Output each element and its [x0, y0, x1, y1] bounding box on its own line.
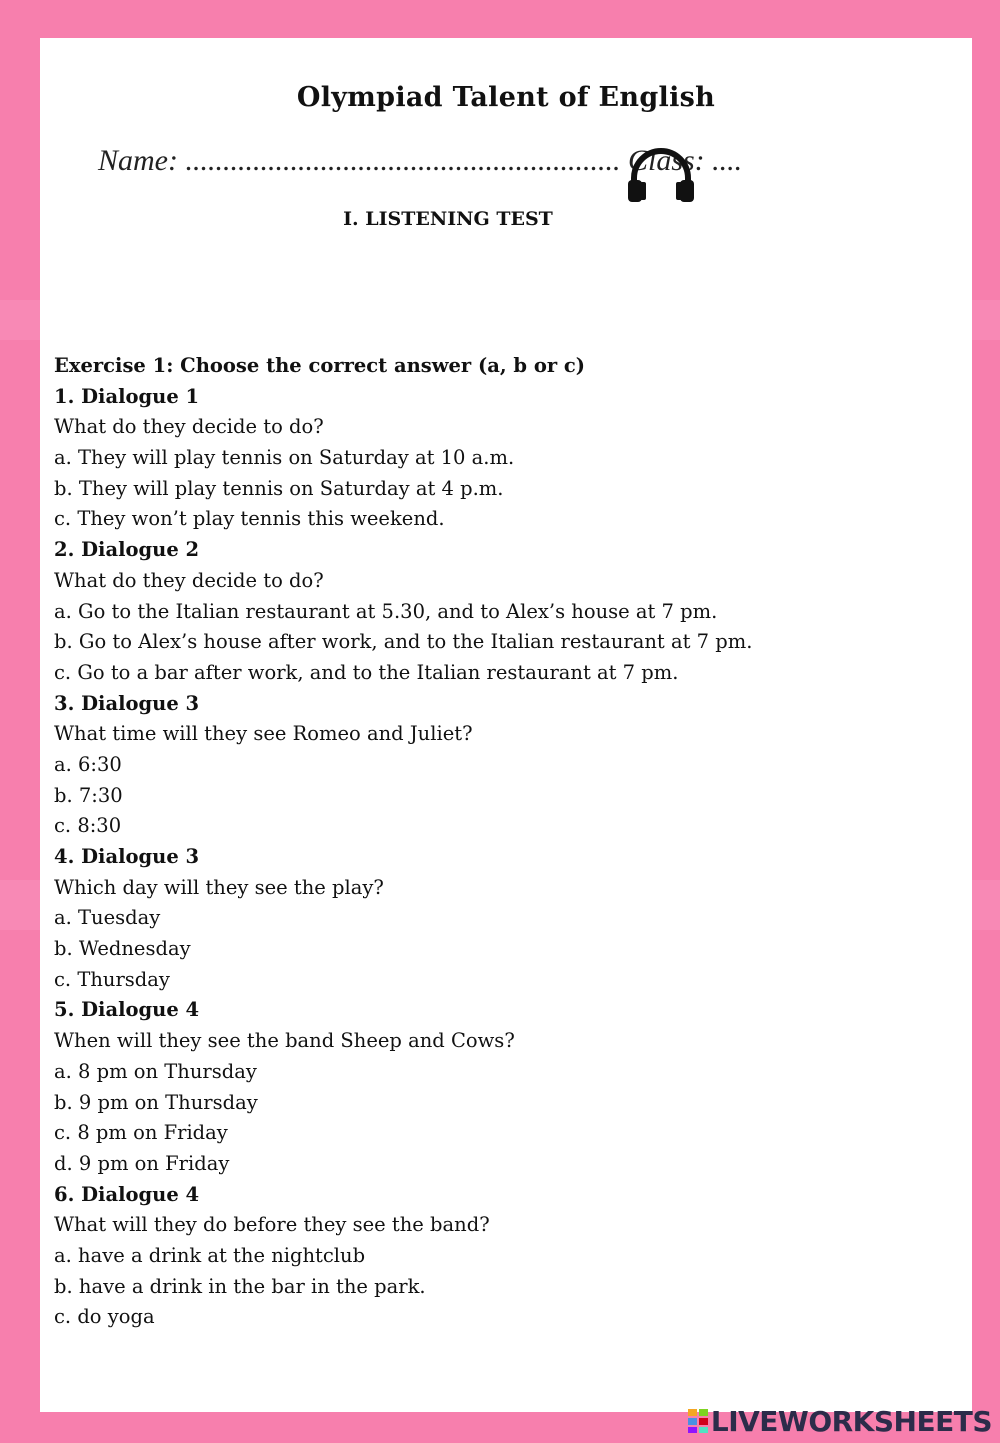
- question-line: c. 8:30: [54, 814, 122, 838]
- question-heading: 6. Dialogue 4: [54, 1182, 200, 1206]
- section-heading: [40, 146, 972, 230]
- section-title: I. LISTENING TEST: [343, 208, 553, 230]
- question-line: c. Go to a bar after work, and to the Italian restaurant at 7 pm.: [54, 660, 679, 684]
- question-line: Which day will they see the play?: [54, 875, 384, 899]
- question-line: a. 8 pm on Thursday: [54, 1059, 257, 1083]
- question-heading: 5. Dialogue 4: [54, 998, 200, 1022]
- question-line: What do they decide to do?: [54, 415, 324, 439]
- question-heading: 2. Dialogue 2: [54, 538, 200, 562]
- question-line: d. 9 pm on Friday: [54, 1151, 230, 1175]
- question-line: What do they decide to do?: [54, 568, 324, 592]
- question-heading: 1. Dialogue 1: [54, 384, 200, 408]
- question-heading: 4. Dialogue 3: [54, 845, 200, 868]
- question-line: c. 8 pm on Friday: [54, 1121, 228, 1145]
- question-line: c. do yoga: [54, 1305, 155, 1329]
- class-label: Class:: [627, 144, 705, 177]
- question-line: b. 7:30: [54, 783, 123, 807]
- question-line: c. They won’t play tennis this weekend.: [54, 507, 445, 531]
- worksheet-page: [40, 38, 972, 1412]
- liveworksheets-brand: LIVEWORKSHEETS: [710, 1404, 992, 1438]
- question-line: a. 6:30: [54, 752, 122, 776]
- question-line: a. have a drink at the nightclub: [54, 1243, 366, 1267]
- question-line: When will they see the band Sheep and Cows?: [54, 1029, 515, 1053]
- name-field[interactable]: ..........................................................: [185, 144, 621, 177]
- question-line: What will they do before they see the band?: [54, 1213, 490, 1237]
- question-line: a. They will play tennis on Saturday at 10 a.m.: [54, 446, 515, 470]
- question-line: b. have a drink in the bar in the park.: [54, 1274, 426, 1298]
- question-line: b. 9 pm on Thursday: [54, 1090, 258, 1114]
- exercise-title: Exercise 1: Choose the correct answer (a, b or c): [54, 354, 586, 377]
- question-line: b. Wednesday: [54, 937, 191, 961]
- name-label: Name:: [98, 144, 178, 177]
- liveworksheets-footer: [687, 1405, 992, 1437]
- question-heading: 3. Dialogue 3: [54, 691, 200, 715]
- question-line: a. Tuesday: [54, 906, 161, 930]
- question-line: b. Go to Alex’s house after work, and to the Italian restaurant at 7 pm.: [54, 630, 753, 654]
- question-line: a. Go to the Italian restaurant at 5.30, and to Alex’s house at 7 pm.: [54, 599, 718, 623]
- worksheet-title: Olympiad Talent of English: [296, 82, 716, 113]
- headphones-icon: [626, 148, 696, 204]
- liveworksheets-logo-icon: [687, 1408, 709, 1434]
- question-line: What time will they see Romeo and Juliet?: [54, 722, 473, 746]
- exercise-content: [54, 351, 954, 1333]
- question-line: c. Thursday: [54, 967, 170, 991]
- question-line: b. They will play tennis on Saturday at 4 p.m.: [54, 476, 504, 500]
- class-field[interactable]: ....: [712, 144, 743, 177]
